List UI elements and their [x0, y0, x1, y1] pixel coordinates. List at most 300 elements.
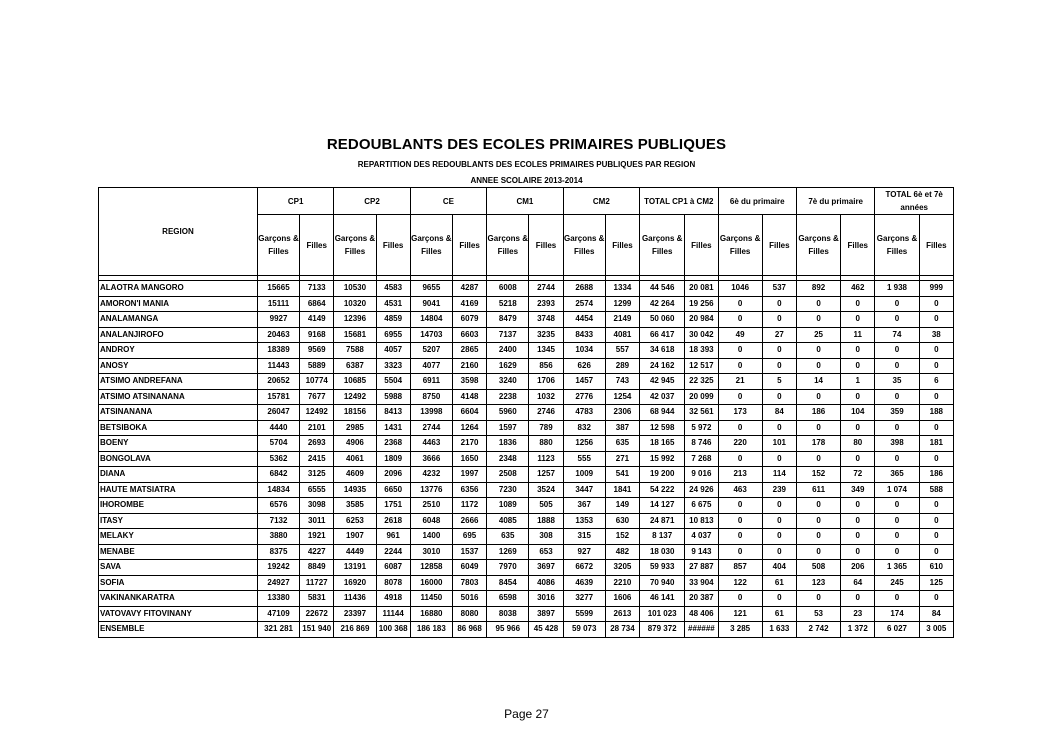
table-cell: 635: [605, 436, 639, 452]
table-cell: 24927: [257, 575, 299, 591]
table-cell: 6008: [487, 281, 529, 297]
table-cell: 19 200: [640, 467, 685, 483]
sub-header-girls: Filles: [300, 215, 334, 276]
total-cell: 100 368: [376, 622, 410, 638]
table-cell: 857: [718, 560, 762, 576]
table-cell: 0: [875, 544, 919, 560]
table-cell: 6079: [452, 312, 486, 328]
table-row: [99, 312, 954, 328]
table-cell: 12858: [410, 560, 452, 576]
table-cell: 178: [796, 436, 840, 452]
table-cell: 6 675: [685, 498, 718, 514]
table-cell: 0: [796, 544, 840, 560]
table-cell: 6842: [257, 467, 299, 483]
table-cell: 1706: [529, 374, 563, 390]
table-cell: 0: [762, 498, 796, 514]
table-cell: 0: [796, 591, 840, 607]
table-cell: 48 406: [685, 606, 718, 622]
table-cell: 8750: [410, 389, 452, 405]
region-name: BONGOLAVA: [99, 451, 258, 467]
repeaters-table: [98, 187, 954, 638]
total-label: ENSEMBLE: [99, 622, 258, 638]
table-cell: 12396: [334, 312, 376, 328]
table-cell: 30 042: [685, 327, 718, 343]
table-cell: 188: [919, 405, 953, 421]
table-cell: 630: [605, 513, 639, 529]
table-cell: 12492: [334, 389, 376, 405]
region-name: ITASY: [99, 513, 258, 529]
table-cell: 7132: [257, 513, 299, 529]
table-cell: 4149: [300, 312, 334, 328]
table-cell: 4086: [529, 575, 563, 591]
table-cell: 6387: [334, 358, 376, 374]
table-cell: 1629: [487, 358, 529, 374]
group-header: 6è du primaire: [718, 188, 796, 215]
table-cell: 4531: [376, 296, 410, 312]
table-cell: 5889: [300, 358, 334, 374]
table-cell: 4061: [334, 451, 376, 467]
table-cell: 1 938: [875, 281, 919, 297]
table-cell: 12 517: [685, 358, 718, 374]
table-row: [99, 591, 954, 607]
table-cell: 0: [841, 513, 875, 529]
table-cell: 635: [487, 529, 529, 545]
sub-header-girls: Filles: [605, 215, 639, 276]
table-cell: 0: [919, 358, 953, 374]
table-cell: 6955: [376, 327, 410, 343]
table-cell: 4227: [300, 544, 334, 560]
table-cell: 53: [796, 606, 840, 622]
table-cell: 2160: [452, 358, 486, 374]
table-cell: 220: [718, 436, 762, 452]
table-cell: 2618: [376, 513, 410, 529]
table-cell: 5 972: [685, 420, 718, 436]
table-cell: 4783: [563, 405, 605, 421]
table-cell: 10685: [334, 374, 376, 390]
table-cell: 6650: [376, 482, 410, 498]
table-cell: 213: [718, 467, 762, 483]
table-cell: 7230: [487, 482, 529, 498]
region-name: ANDROY: [99, 343, 258, 359]
table-cell: 0: [841, 420, 875, 436]
table-cell: 0: [762, 389, 796, 405]
table-cell: 0: [718, 513, 762, 529]
table-cell: 0: [875, 420, 919, 436]
sub-header-total: Garçons & Filles: [334, 215, 376, 276]
table-cell: 2149: [605, 312, 639, 328]
table-cell: 47109: [257, 606, 299, 622]
table-cell: 3277: [563, 591, 605, 607]
table-cell: 1353: [563, 513, 605, 529]
table-cell: 8 137: [640, 529, 685, 545]
group-header: CM2: [563, 188, 639, 215]
region-name: ALAOTRA MANGORO: [99, 281, 258, 297]
table-cell: 4449: [334, 544, 376, 560]
table-cell: 3598: [452, 374, 486, 390]
table-cell: 5016: [452, 591, 486, 607]
table-cell: 0: [762, 343, 796, 359]
table-cell: 1650: [452, 451, 486, 467]
table-cell: 104: [841, 405, 875, 421]
table-cell: 0: [841, 358, 875, 374]
table-cell: 9041: [410, 296, 452, 312]
table-cell: 74: [875, 327, 919, 343]
group-header: CM1: [487, 188, 563, 215]
total-row: [99, 622, 954, 638]
sub-header-total: Garçons & Filles: [640, 215, 685, 276]
table-cell: 880: [529, 436, 563, 452]
table-cell: 0: [796, 296, 840, 312]
table-cell: 18 165: [640, 436, 685, 452]
table-cell: 14935: [334, 482, 376, 498]
table-cell: 2393: [529, 296, 563, 312]
total-cell: 1 633: [762, 622, 796, 638]
table-cell: 4169: [452, 296, 486, 312]
total-cell: 28 734: [605, 622, 639, 638]
group-header: CP1: [257, 188, 333, 215]
table-cell: 2688: [563, 281, 605, 297]
table-cell: 999: [919, 281, 953, 297]
table-cell: 0: [919, 591, 953, 607]
table-row: [99, 405, 954, 421]
sub-header-girls: Filles: [685, 215, 718, 276]
group-header: CE: [410, 188, 486, 215]
table-cell: 19242: [257, 560, 299, 576]
table-cell: 8375: [257, 544, 299, 560]
total-cell: 2 742: [796, 622, 840, 638]
table-cell: 68 944: [640, 405, 685, 421]
table-cell: 7677: [300, 389, 334, 405]
table-cell: 7970: [487, 560, 529, 576]
table-cell: 0: [919, 544, 953, 560]
sub-header-girls: Filles: [376, 215, 410, 276]
table-cell: 8849: [300, 560, 334, 576]
region-name: SOFIA: [99, 575, 258, 591]
table-cell: 743: [605, 374, 639, 390]
table-cell: 16000: [410, 575, 452, 591]
table-cell: 3748: [529, 312, 563, 328]
table-cell: 8413: [376, 405, 410, 421]
table-cell: 404: [762, 560, 796, 576]
table-cell: 6555: [300, 482, 334, 498]
table-cell: 2510: [410, 498, 452, 514]
table-cell: 4287: [452, 281, 486, 297]
table-cell: 10 813: [685, 513, 718, 529]
table-cell: 1089: [487, 498, 529, 514]
table-cell: 13776: [410, 482, 452, 498]
table-cell: 4583: [376, 281, 410, 297]
table-cell: 1400: [410, 529, 452, 545]
table-cell: 15 992: [640, 451, 685, 467]
table-cell: 15781: [257, 389, 299, 405]
table-cell: 5: [762, 374, 796, 390]
table-cell: 3880: [257, 529, 299, 545]
table-cell: 695: [452, 529, 486, 545]
table-cell: 0: [762, 451, 796, 467]
table-cell: 2744: [529, 281, 563, 297]
table-cell: 0: [762, 312, 796, 328]
table-row: [99, 358, 954, 374]
region-name: HAUTE MATSIATRA: [99, 482, 258, 498]
table-cell: 2865: [452, 343, 486, 359]
table-cell: 7 268: [685, 451, 718, 467]
table-cell: 4906: [334, 436, 376, 452]
table-cell: 0: [919, 343, 953, 359]
sub-header-girls: Filles: [762, 215, 796, 276]
table-cell: 4232: [410, 467, 452, 483]
table-cell: 0: [762, 591, 796, 607]
table-cell: 1264: [452, 420, 486, 436]
table-cell: 271: [605, 451, 639, 467]
table-cell: 18 393: [685, 343, 718, 359]
table-cell: 7137: [487, 327, 529, 343]
table-cell: 0: [718, 420, 762, 436]
table-cell: 789: [529, 420, 563, 436]
total-cell: 321 281: [257, 622, 299, 638]
table-cell: 365: [875, 467, 919, 483]
table-cell: 289: [605, 358, 639, 374]
table-cell: 121: [718, 606, 762, 622]
table-cell: 0: [875, 296, 919, 312]
region-name: DIANA: [99, 467, 258, 483]
table-cell: 123: [796, 575, 840, 591]
table-cell: 8 746: [685, 436, 718, 452]
table-cell: 6576: [257, 498, 299, 514]
table-row: [99, 343, 954, 359]
table-cell: 1 365: [875, 560, 919, 576]
table-cell: 3697: [529, 560, 563, 576]
table-cell: 3585: [334, 498, 376, 514]
table-cell: 0: [875, 343, 919, 359]
sub-header-total: Garçons & Filles: [875, 215, 919, 276]
table-cell: 0: [919, 513, 953, 529]
table-cell: 6672: [563, 560, 605, 576]
region-name: BETSIBOKA: [99, 420, 258, 436]
table-cell: 27: [762, 327, 796, 343]
table-cell: 7588: [334, 343, 376, 359]
table-cell: 14834: [257, 482, 299, 498]
table-cell: 0: [875, 513, 919, 529]
table-cell: 11436: [334, 591, 376, 607]
table-cell: 7803: [452, 575, 486, 591]
table-cell: 927: [563, 544, 605, 560]
table-cell: 11: [841, 327, 875, 343]
table-cell: 3125: [300, 467, 334, 483]
table-cell: 10530: [334, 281, 376, 297]
table-cell: 0: [718, 544, 762, 560]
table-cell: 0: [841, 591, 875, 607]
table-cell: 0: [796, 529, 840, 545]
table-cell: 20 387: [685, 591, 718, 607]
table-cell: 0: [841, 296, 875, 312]
table-cell: 5218: [487, 296, 529, 312]
table-cell: 505: [529, 498, 563, 514]
total-cell: 3 005: [919, 622, 953, 638]
table-cell: 84: [762, 405, 796, 421]
total-cell: 95 966: [487, 622, 529, 638]
table-cell: 1888: [529, 513, 563, 529]
table-cell: 3098: [300, 498, 334, 514]
table-cell: 70 940: [640, 575, 685, 591]
table-row: [99, 575, 954, 591]
table-cell: 832: [563, 420, 605, 436]
table-cell: 0: [718, 296, 762, 312]
table-cell: 2400: [487, 343, 529, 359]
total-cell: 86 968: [452, 622, 486, 638]
table-cell: 892: [796, 281, 840, 297]
table-cell: 20652: [257, 374, 299, 390]
table-cell: 1269: [487, 544, 529, 560]
table-cell: 0: [718, 312, 762, 328]
table-cell: 149: [605, 498, 639, 514]
table-row: [99, 389, 954, 405]
table-cell: 10320: [334, 296, 376, 312]
table-cell: 6598: [487, 591, 529, 607]
table-cell: 14 127: [640, 498, 685, 514]
table-cell: 1 074: [875, 482, 919, 498]
table-cell: 1009: [563, 467, 605, 483]
table-cell: 0: [841, 312, 875, 328]
table-cell: 9 016: [685, 467, 718, 483]
table-cell: 7133: [300, 281, 334, 297]
table-cell: 6087: [376, 560, 410, 576]
table-cell: 0: [718, 529, 762, 545]
table-cell: 9 143: [685, 544, 718, 560]
table-cell: 0: [718, 451, 762, 467]
table-cell: 18389: [257, 343, 299, 359]
table-cell: 9569: [300, 343, 334, 359]
table-cell: 26047: [257, 405, 299, 421]
table-cell: 508: [796, 560, 840, 576]
table-cell: 0: [841, 451, 875, 467]
table-cell: 9927: [257, 312, 299, 328]
table-cell: 1457: [563, 374, 605, 390]
table-cell: 25: [796, 327, 840, 343]
table-cell: 9168: [300, 327, 334, 343]
table-cell: 2238: [487, 389, 529, 405]
region-name: VAKINANKARATRA: [99, 591, 258, 607]
table-cell: 16880: [410, 606, 452, 622]
table-cell: 2574: [563, 296, 605, 312]
table-cell: 16920: [334, 575, 376, 591]
table-row: [99, 327, 954, 343]
table-cell: 0: [875, 529, 919, 545]
table-cell: 14: [796, 374, 840, 390]
table-cell: 0: [718, 343, 762, 359]
table-cell: 0: [718, 591, 762, 607]
table-cell: 0: [919, 296, 953, 312]
table-cell: 4 037: [685, 529, 718, 545]
table-cell: 19 256: [685, 296, 718, 312]
table-row: [99, 560, 954, 576]
region-name: ANALAMANGA: [99, 312, 258, 328]
sub-header-total: Garçons & Filles: [487, 215, 529, 276]
table-cell: 15665: [257, 281, 299, 297]
table-cell: 0: [762, 358, 796, 374]
table-row: [99, 436, 954, 452]
table-cell: 0: [841, 498, 875, 514]
table-cell: 114: [762, 467, 796, 483]
table-cell: 6: [919, 374, 953, 390]
table-cell: 35: [875, 374, 919, 390]
table-cell: 1345: [529, 343, 563, 359]
table-cell: 1751: [376, 498, 410, 514]
table-cell: 2101: [300, 420, 334, 436]
school-year: ANNEE SCOLAIRE 2013-2014: [470, 176, 583, 185]
table-cell: 0: [875, 389, 919, 405]
table-cell: 610: [919, 560, 953, 576]
table-cell: 2666: [452, 513, 486, 529]
table-cell: 46 141: [640, 591, 685, 607]
table-cell: 22672: [300, 606, 334, 622]
region-name: ANOSY: [99, 358, 258, 374]
table-cell: 4639: [563, 575, 605, 591]
sub-header-total: Garçons & Filles: [563, 215, 605, 276]
table-cell: 3897: [529, 606, 563, 622]
table-cell: 398: [875, 436, 919, 452]
table-cell: 14703: [410, 327, 452, 343]
table-cell: 186: [919, 467, 953, 483]
table-cell: 122: [718, 575, 762, 591]
table-cell: 13380: [257, 591, 299, 607]
sub-header-total: Garçons & Filles: [410, 215, 452, 276]
table-cell: 2306: [605, 405, 639, 421]
table-cell: 4057: [376, 343, 410, 359]
sub-header-total: Garçons & Filles: [257, 215, 299, 276]
table-cell: 4077: [410, 358, 452, 374]
table-cell: 5704: [257, 436, 299, 452]
total-cell: 879 372: [640, 622, 685, 638]
table-cell: 1123: [529, 451, 563, 467]
table-row: [99, 374, 954, 390]
total-cell: 3 285: [718, 622, 762, 638]
table-cell: 0: [796, 451, 840, 467]
table-cell: 2985: [334, 420, 376, 436]
table-cell: 537: [762, 281, 796, 297]
table-cell: 0: [762, 544, 796, 560]
table-cell: 653: [529, 544, 563, 560]
table-cell: 10774: [300, 374, 334, 390]
table-cell: 4463: [410, 436, 452, 452]
table-cell: 2744: [410, 420, 452, 436]
table-cell: 174: [875, 606, 919, 622]
table-cell: 8454: [487, 575, 529, 591]
table-cell: 0: [841, 544, 875, 560]
table-cell: 4440: [257, 420, 299, 436]
table-cell: 152: [796, 467, 840, 483]
table-cell: 66 417: [640, 327, 685, 343]
table-cell: 557: [605, 343, 639, 359]
table-cell: 6253: [334, 513, 376, 529]
table-cell: 6049: [452, 560, 486, 576]
table-cell: 42 264: [640, 296, 685, 312]
table-cell: 1032: [529, 389, 563, 405]
table-cell: 0: [796, 420, 840, 436]
table-cell: 33 904: [685, 575, 718, 591]
table-cell: 1299: [605, 296, 639, 312]
group-header: CP2: [334, 188, 410, 215]
table-cell: 0: [919, 420, 953, 436]
table-cell: 359: [875, 405, 919, 421]
table-cell: 245: [875, 575, 919, 591]
table-cell: 181: [919, 436, 953, 452]
table-cell: 6604: [452, 405, 486, 421]
table-cell: 8479: [487, 312, 529, 328]
table-cell: 5960: [487, 405, 529, 421]
table-row: [99, 513, 954, 529]
region-name: SAVA: [99, 560, 258, 576]
page-number: Page 27: [504, 707, 549, 721]
